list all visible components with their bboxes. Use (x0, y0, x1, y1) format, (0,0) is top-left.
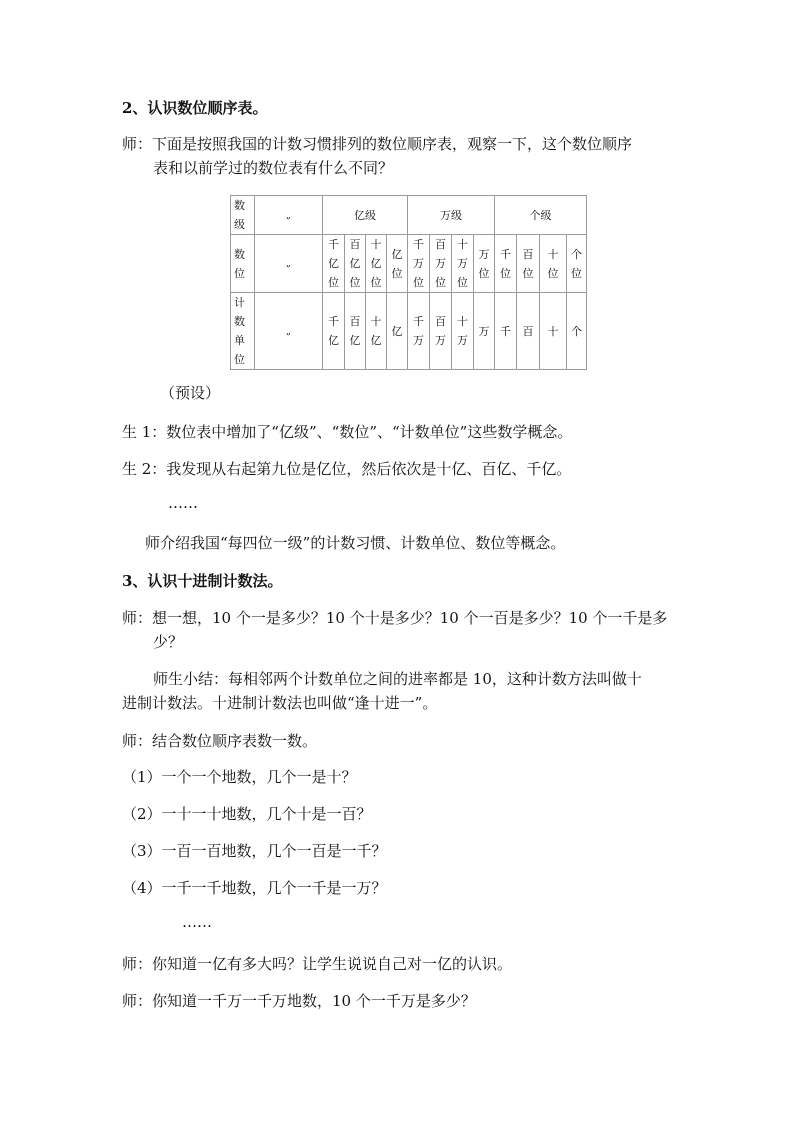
preset-label: （预设） (160, 384, 221, 402)
ellipsis-cell: „ (255, 293, 323, 370)
unit-cell: 十亿 (366, 293, 387, 370)
unit-cell: 百亿 (345, 293, 366, 370)
digit-cell: 万位 (474, 235, 495, 293)
summary-line-1: 师生小结：每相邻两个计数单位之间的进率都是 10，这种计数方法叫做十 (153, 670, 642, 688)
unit-cell: 十万 (452, 293, 474, 370)
list-item: （1）一个一个地数，几个一是十？ (122, 768, 357, 786)
digit-cell: 千万位 (408, 235, 430, 293)
ellipsis-cell: „ (255, 196, 323, 235)
section-2-heading: 2、认识数位顺序表。 (122, 99, 268, 117)
place-value-table (230, 195, 587, 370)
group-ge: 个级 (495, 196, 587, 235)
table-row-digits (231, 235, 587, 293)
unit-cell: 千亿 (323, 293, 345, 370)
digit-cell: 十位 (540, 235, 567, 293)
digit-cell: 亿位 (387, 235, 408, 293)
digit-cell: 十万位 (452, 235, 474, 293)
teacher-question-qianwan: 师：你知道一千万一千万地数，10 个一千万是多少？ (122, 992, 476, 1010)
table-row-levels (231, 196, 587, 235)
group-yi: 亿级 (323, 196, 408, 235)
section-3-heading: 3、认识十进制计数法。 (122, 572, 283, 590)
unit-cell: 百 (517, 293, 540, 370)
row-label-digits: 数位 (231, 235, 255, 293)
summary-line-2: 进制计数法。十进制计数法也叫做“逢十进一”。 (122, 694, 438, 712)
digit-cell: 十亿位 (366, 235, 387, 293)
list-item: （4）一千一千地数，几个一千是一万？ (122, 879, 387, 897)
digit-cell: 千亿位 (323, 235, 345, 293)
student-1-answer: 生 1：数位表中增加了“亿级”、“数位”、“计数单位”这些数学概念。 (122, 423, 573, 441)
ellipsis: …… (182, 913, 212, 931)
teacher-question-yi: 师：你知道一亿有多大吗？让学生说说自己对一亿的认识。 (122, 955, 513, 973)
unit-cell: 万 (474, 293, 495, 370)
unit-cell: 个 (567, 293, 587, 370)
teacher-question-line-1: 师：下面是按照我国的计数习惯排列的数位顺序表，观察一下，这个数位顺序 (122, 135, 633, 153)
unit-cell: 亿 (387, 293, 408, 370)
list-item: （3）一百一百地数，几个一百是一千？ (122, 842, 387, 860)
row-label-units: 计数单位 (231, 293, 255, 370)
digit-cell: 百万位 (430, 235, 452, 293)
teacher-question-line-1: 师：想一想，10 个一是多少？10 个十是多少？10 个一百是多少？10 个一千是多 (122, 609, 668, 627)
unit-cell: 千 (495, 293, 517, 370)
unit-cell: 十 (540, 293, 567, 370)
teacher-question-line-2: 少？ (153, 633, 184, 651)
digit-cell: 百亿位 (345, 235, 366, 293)
student-2-answer: 生 2：我发现从右起第九位是亿位，然后依次是十亿、百亿、千亿。 (122, 460, 572, 478)
ellipsis: …… (168, 494, 198, 512)
digit-cell: 百位 (517, 235, 540, 293)
count-intro: 师：结合数位顺序表数一数。 (122, 732, 318, 750)
ellipsis-cell: „ (255, 235, 323, 293)
digit-cell: 个位 (567, 235, 587, 293)
list-item: （2）一十一十地数，几个十是一百？ (122, 805, 372, 823)
teacher-question-line-2: 表和以前学过的数位表有什么不同？ (153, 159, 394, 177)
group-wan: 万级 (408, 196, 495, 235)
unit-cell: 百万 (430, 293, 452, 370)
teacher-intro: 师介绍我国“每四位一级”的计数习惯、计数单位、数位等概念。 (145, 534, 566, 552)
row-label-levels: 数级 (231, 196, 255, 235)
table-row-units (231, 293, 587, 370)
unit-cell: 千万 (408, 293, 430, 370)
digit-cell: 千位 (495, 235, 517, 293)
